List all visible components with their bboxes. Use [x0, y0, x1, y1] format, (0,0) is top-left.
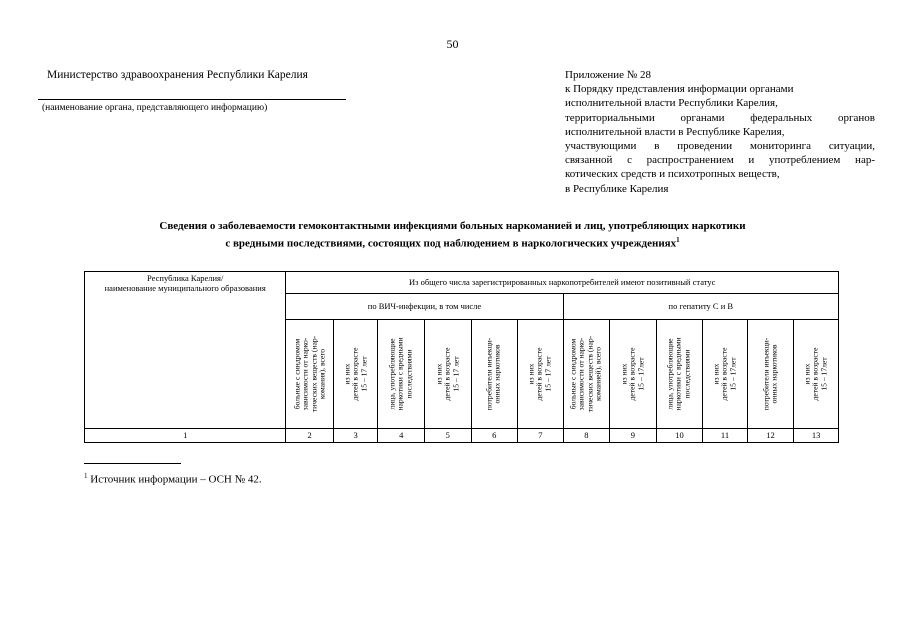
- region-header: Республика Карелия/ наименование муниципального образования: [85, 272, 286, 429]
- column-number: 11: [703, 429, 748, 443]
- appendix-line: исполнительной власти в Республике Карелия,: [565, 125, 785, 138]
- column-header: из них детей в возрасте 15 – 17лет: [794, 320, 839, 429]
- column-number: 12: [747, 429, 794, 443]
- column-header: лица, употребляющие наркотики с вредными последствиями: [378, 320, 425, 429]
- column-header: больные с синдромом зависимости от нарко- тических веществ (нар- команией), всего: [563, 320, 610, 429]
- column-header: потребители инъекци- онных наркотиков: [471, 320, 518, 429]
- statistics-table: [84, 271, 839, 443]
- footnote: [84, 472, 262, 486]
- column-number-row: [85, 429, 839, 443]
- title-line-1: Сведения о заболеваемости гемоконтактными инфекциями больных наркоманией и лиц, употребляющих наркотики: [159, 220, 746, 232]
- hiv-header: по ВИЧ-инфекции, в том числе: [286, 294, 563, 320]
- column-number: 5: [424, 429, 471, 443]
- column-number: 2: [286, 429, 334, 443]
- column-number: 8: [563, 429, 610, 443]
- appendix-line: участвующими в проведении мониторинга ситуации,: [565, 140, 875, 153]
- appendix-line: связанной с распространением и употреблением нар-: [565, 154, 875, 167]
- column-header: из них детей в возрасте 15 – 17лет: [703, 320, 748, 429]
- footnote-text: Источник информации – ОСН № 42.: [87, 473, 262, 486]
- column-number: 4: [378, 429, 425, 443]
- column-number: 6: [471, 429, 518, 443]
- group-header: Из общего числа зарегистрированных наркопотребителей имеют позитивный статус: [286, 272, 839, 294]
- column-header: больные с синдромом зависимости от нарко- тических веществ (нар- комания), всего: [286, 320, 334, 429]
- appendix-line: котических средств и психотропных веществ,: [565, 168, 780, 181]
- column-header: из них детей в возрасте 15 – 17 лет: [424, 320, 471, 429]
- column-header: из них детей в возрасте 15 – 17 лет: [333, 320, 378, 429]
- footnote-reference: 1: [676, 236, 680, 244]
- column-header: из них детей в возрасте 15 – 17лет: [610, 320, 657, 429]
- footnote-mark: 1: [84, 472, 88, 480]
- appendix-line: в Республике Карелия: [565, 182, 669, 195]
- appendix-line: исполнительной власти Республики Карелия,: [565, 97, 778, 110]
- column-header: потребители инъекци- онных наркотиков: [747, 320, 794, 429]
- ministry-name: Министерство здравоохранения Республики Карелия: [47, 69, 308, 81]
- column-number: 3: [333, 429, 378, 443]
- column-number: 1: [85, 429, 286, 443]
- column-header: из них детей в возрасте 15 – 17 лет: [518, 320, 564, 429]
- column-number: 9: [610, 429, 657, 443]
- appendix-line: к Порядку представления информации органами: [565, 83, 794, 96]
- column-number: 13: [794, 429, 839, 443]
- column-header: лица, употребляющие наркотики с вредными последствиями: [656, 320, 703, 429]
- title-line-2: с вредными последствиями, состоящих под наблюдением в наркологических учреждениях$^1$: [225, 236, 680, 250]
- appendix-line: территориальными органами федеральных органов: [565, 111, 875, 124]
- footnote-separator: [84, 463, 181, 464]
- document-title: [0, 219, 905, 251]
- appendix-title: Приложение № 28: [565, 69, 652, 81]
- appendix-block: [565, 68, 875, 196]
- hepatitis-header: по гепатиту С и В: [563, 294, 838, 320]
- column-number: 10: [656, 429, 703, 443]
- ministry-underline: [38, 99, 346, 100]
- column-number: 7: [518, 429, 564, 443]
- page-number: 50: [446, 37, 459, 51]
- ministry-caption: (наименование органа, представляющего информацию): [42, 103, 268, 113]
